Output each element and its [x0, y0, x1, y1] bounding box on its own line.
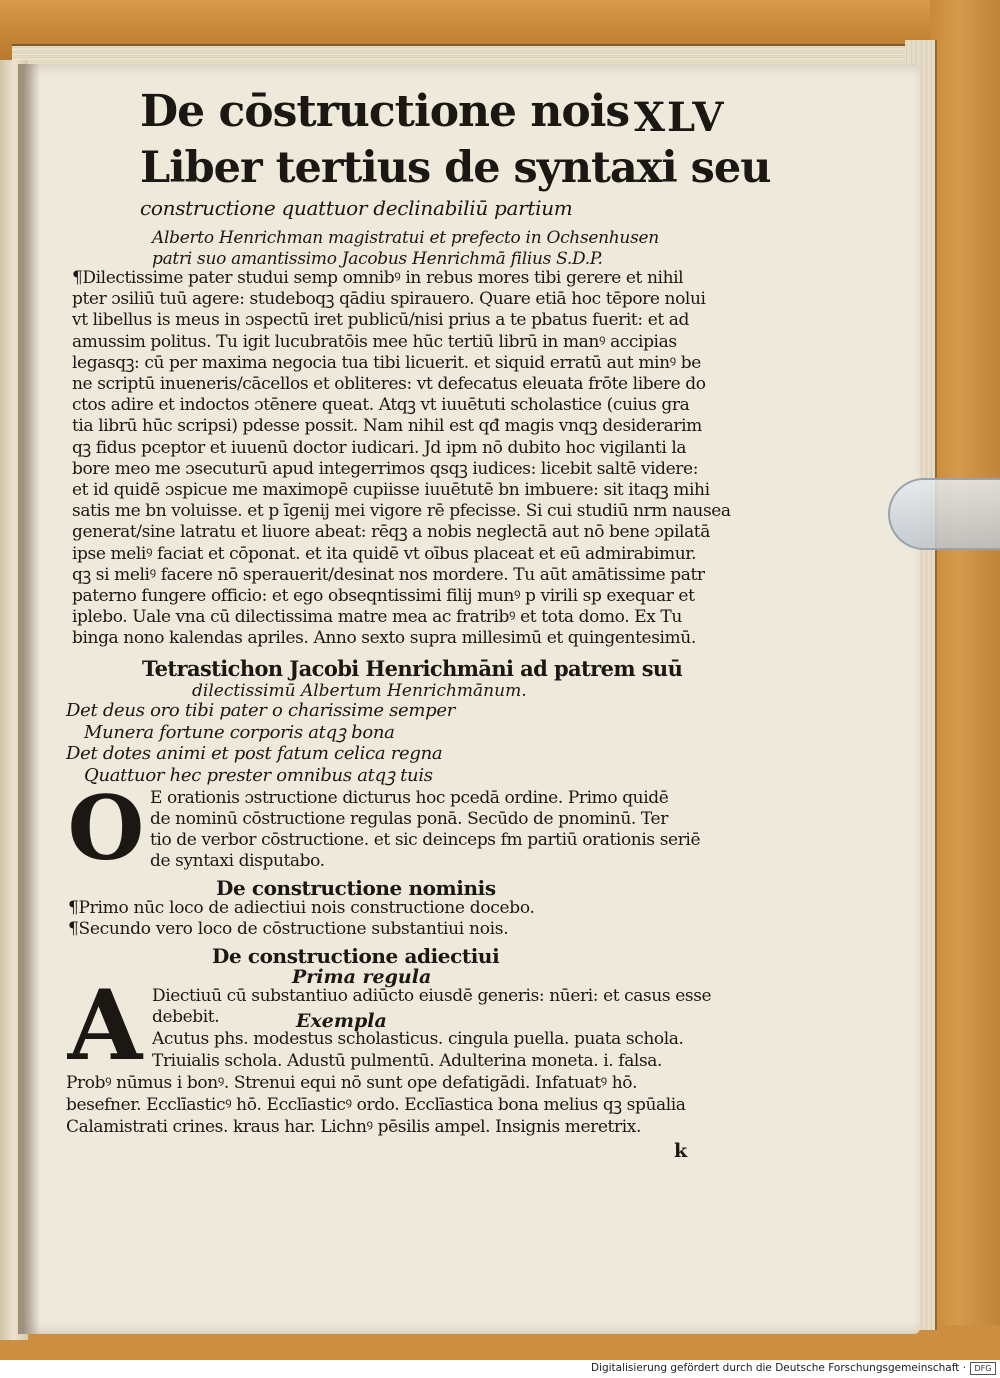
letter-line: ctos adire et indoctos ɔtēnere queat. Atqꝫ vt iuuētuti scholastice (cuius gra: [72, 395, 690, 416]
section-heading-nominis: De constructione nominis: [216, 876, 496, 900]
nominis-item: ¶Primo nūc loco de adiectiui nois constructione docebo.: [68, 898, 535, 918]
letter-line: paterno fungere officio: et ego obseqntissimi filij munꝰ p virili sp exequar et: [72, 586, 695, 607]
example-line: Triuialis schola. Adustū pulmentū. Adulterina moneta. i. falsa.: [152, 1051, 663, 1071]
example-heading: Exempla: [296, 1010, 387, 1032]
book-cover-right: [930, 0, 1000, 1360]
decorated-initial-a: A: [67, 969, 143, 1082]
nominis-items: [68, 898, 535, 939]
funding-notice: Digitalisierung gefördert durch die Deutsche Forschungsgemeinschaft ·: [590, 1362, 966, 1374]
example-line: besefner. Ecclīasticꝰ hō. Ecclīasticꝰ ordo. Ecclīastica bona melius qꝫ spūalia: [66, 1095, 686, 1115]
tetrastichon-subheading: dilectissimū Albertum Henrichmānum.: [192, 681, 527, 701]
letter-line: bore meo me ɔsecuturū apud integerrimos qsqꝫ iudices: licebit saltē videre:: [72, 458, 699, 479]
letter-line: ¶Dilectissime pater studui semp omnibꝰ in rebus mores tibi gerere et nihil: [72, 268, 684, 288]
book-title: Liber tertius de syntaxi seu: [140, 143, 771, 193]
decorated-initial-o: O: [67, 776, 145, 880]
signature-mark: k: [674, 1140, 688, 1162]
examples-full: [66, 1072, 686, 1138]
letter-line: vt libellus is meus in ɔspectū iret publicū/nisi prius a te pbatus fuerit: et ad: [72, 310, 690, 331]
letter-line: satis me bn voluisse. et p īgenij mei vigore rē pfecisse. Si cui studiū nrm nausea: [72, 501, 731, 522]
example-line: Calamistrati crines. kraus har. Lichnꝰ pēsilis ampel. Insignis meretrix.: [66, 1117, 641, 1137]
dedicatory-letter: [72, 268, 731, 650]
examples-indented: [152, 1028, 684, 1072]
example-line: Acutus phs. modestus scholasticus. cingula puella. puata schola.: [152, 1029, 684, 1049]
letter-line: ne scriptū inueneris/cācellos et obliteres: vt defecatus eleuata frōte libere do: [72, 374, 706, 395]
letter-line: et id quidē ɔspicue me maximopē cupiisse iuuētutē bn imbuere: sit itaqꝫ mihi: [72, 480, 710, 501]
rule-heading: Prima regula: [292, 966, 432, 988]
rule-line: Diectiuū cū substantiuo adiūcto eiusdē generis: nūeri: et casus esse: [152, 986, 712, 1006]
intro-line: E orationis ɔstructione dicturus hoc pcedā ordine. Primo quidē: [150, 788, 669, 808]
page-clip: [888, 478, 1000, 550]
dedication: [152, 228, 659, 270]
verse-line: Quattuor hec prester omnibus atqꝫ tuis: [84, 764, 433, 786]
letter-line: legasqꝫ: cū per maxima negocia tua tibi licuerit. et siquid erratū aut minꝰ be: [72, 352, 701, 373]
rule-text: [152, 986, 711, 1027]
intro-line: de nominū cōstructione regulas ponā. Secūdo de pnominū. Ter: [150, 809, 668, 829]
example-line: Probꝰ nūmus i bonꝰ. Strenui equi nō sunt ope defatigādi. Infatuatꝰ hō.: [66, 1073, 638, 1093]
letter-line: ipse meliꝰ faciat et cōponat. et ita quidē vt oībus placeat et eū admirabimur.: [72, 543, 697, 564]
folio-number: XLV: [634, 94, 726, 141]
intro-line: tio de verbor cōstructione. et sic deinceps fm partiū orationis seriē: [150, 830, 701, 850]
intro-line: de syntaxi disputabo.: [150, 851, 325, 871]
section-heading-adiectiui: De constructione adiectiui: [212, 944, 500, 968]
spine-shadow: [18, 64, 40, 1334]
letter-line: qꝫ si meliꝰ facere nō sperauerit/desinat nos mordere. Tu aūt amātissime patr: [72, 564, 705, 585]
book-subtitle: constructione quattuor declinabiliū partium: [140, 196, 573, 220]
letter-line: amussim politus. Tu igit lucubratōis mee hūc tertiū librū in manꝰ accipias: [72, 331, 677, 352]
rule-line: debebit.: [152, 1006, 220, 1027]
tetrastichon-heading: Tetrastichon Jacobi Henrichmāni ad patrem suū: [142, 656, 683, 681]
letter-line: binga nono kalendas apriles. Anno sexto supra millesimū et quingentesimū.: [72, 628, 696, 649]
verse-line: Det dotes animi et post fatum celica regna: [66, 743, 443, 764]
running-title: De cōstructione nois: [140, 86, 630, 137]
verse-line: Munera fortune corporis atqꝫ bona: [84, 721, 395, 743]
nominis-item: ¶Secundo vero loco de cōstructione substantiui nois.: [68, 918, 509, 939]
tetrastichon-verses: [66, 700, 455, 786]
dedication-line: Alberto Henrichman magistratui et prefecto in Ochsenhusen: [152, 228, 659, 248]
letter-line: generat/sine latratu et liuore abeat: rēqꝫ a nobis neglectā aut nō bene ɔpilatā: [72, 522, 710, 543]
letter-line: qꝫ fidus pceptor et iuuenū doctor iudicari. Jd ipm nō dubito hoc vigilanti la: [72, 437, 687, 458]
intro-paragraph: [150, 788, 700, 872]
letter-line: tia librū hūc scripsi) pdesse possit. Nam nihil est qđ magis vnqꝫ desiderarim: [72, 416, 702, 437]
letter-line: pter ɔsiliū tuū agere: studeboqꝫ qādiu spirauero. Quare etiā hoc tēpore nolui: [72, 289, 706, 310]
dfg-logo: DFG: [970, 1362, 996, 1375]
letter-line: iplebo. Uale vna cū dilectissima matre mea ac fratribꝰ et tota domo. Ex Tu: [72, 607, 682, 628]
dedication-line: patri suo amantissimo Jacobus Henrichmā filius S.D.P.: [152, 249, 603, 270]
verse-line: Det deus oro tibi pater o charissime semper: [66, 700, 456, 721]
